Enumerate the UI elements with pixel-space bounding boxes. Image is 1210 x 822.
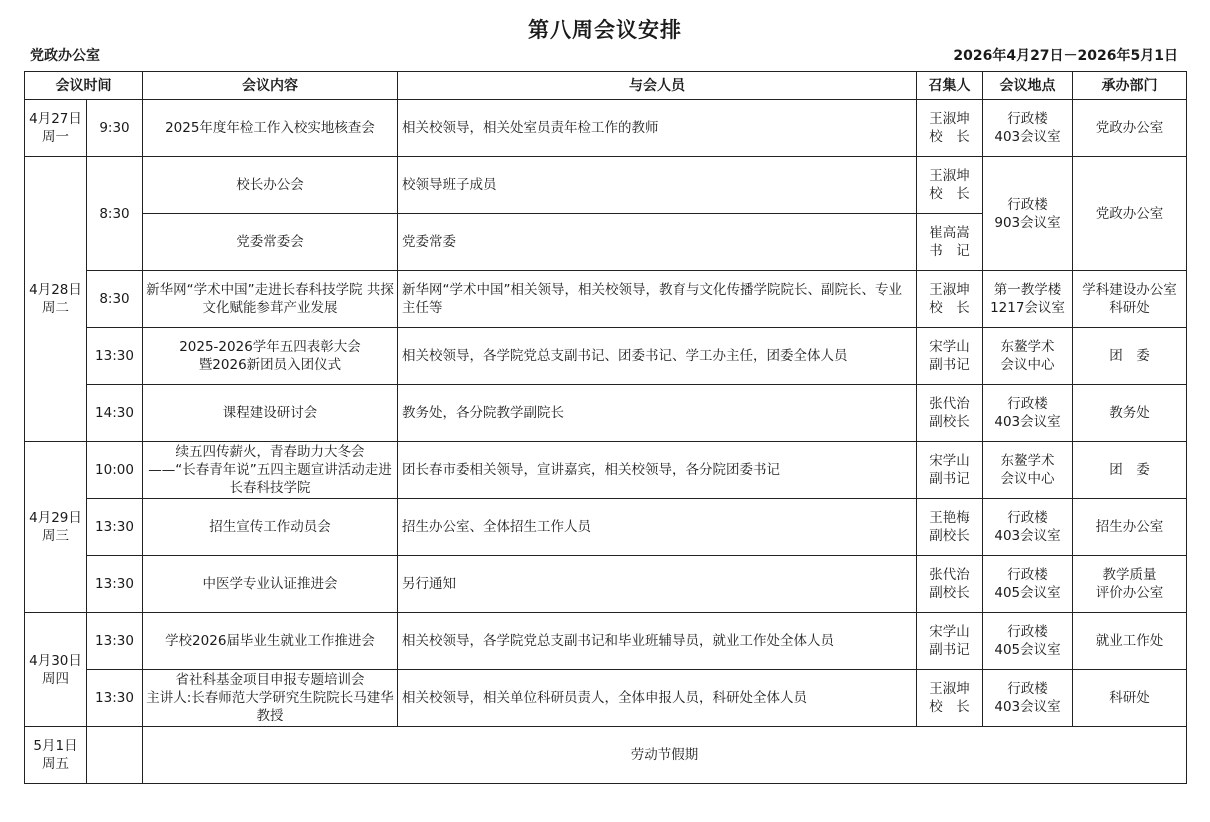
attendees-cell: 相关校领导，各学院党总支副书记和毕业班辅导员，就业工作处全体人员 (398, 613, 917, 670)
organizer-cell: 团 委 (1073, 442, 1187, 499)
location-cell: 行政楼 403会议室 (983, 385, 1073, 442)
content-cell: 校长办公会 (143, 157, 398, 214)
convener-cell: 王淑坤 校 长 (917, 157, 983, 214)
convener-cell: 王艳梅 副校长 (917, 499, 983, 556)
time-cell: 10:00 (87, 442, 143, 499)
table-row (25, 613, 1187, 670)
day-cell: 5月1日 周五 (25, 727, 87, 784)
attendees-cell: 新华网“学术中国”相关领导，相关校领导，教育与文化传播学院院长、副院长、专业主任等 (398, 271, 917, 328)
convener-cell: 宋学山 副书记 (917, 613, 983, 670)
content-cell: 中医学专业认证推进会 (143, 556, 398, 613)
location-cell: 行政楼 405会议室 (983, 613, 1073, 670)
convener-cell: 崔高嵩 书 记 (917, 214, 983, 271)
day-cell: 4月30日 周四 (25, 613, 87, 727)
content-cell: 省社科基金项目申报专题培训会 主讲人:长春师范大学研究生院院长马建华教授 (143, 670, 398, 727)
attendees-cell: 相关校领导，相关单位科研员责人，全体申报人员，科研处全体人员 (398, 670, 917, 727)
location-cell: 行政楼 403会议室 (983, 100, 1073, 157)
time-cell: 13:30 (87, 556, 143, 613)
convener-cell: 王淑坤 校 长 (917, 670, 983, 727)
table-row (25, 670, 1187, 727)
table-row (25, 157, 1187, 214)
header-location: 会议地点 (983, 72, 1073, 100)
header-time: 会议时间 (25, 72, 143, 100)
organizer-cell: 教务处 (1073, 385, 1187, 442)
day-cell: 4月28日 周二 (25, 157, 87, 442)
content-cell: 2025年度年检工作入校实地核查会 (143, 100, 398, 157)
content-cell: 课程建设研讨会 (143, 385, 398, 442)
organizer-cell: 党政办公室 (1073, 157, 1187, 271)
location-cell: 行政楼 403会议室 (983, 499, 1073, 556)
time-cell: 8:30 (87, 271, 143, 328)
time-cell: 9:30 (87, 100, 143, 157)
convener-cell: 王淑坤 校 长 (917, 100, 983, 157)
organizer-cell: 教学质量 评价办公室 (1073, 556, 1187, 613)
table-row (25, 385, 1187, 442)
time-cell (87, 727, 143, 784)
organizer-cell: 党政办公室 (1073, 100, 1187, 157)
header-attendees: 与会人员 (398, 72, 917, 100)
table-row (25, 556, 1187, 613)
content-cell: 党委常委会 (143, 214, 398, 271)
content-cell: 2025-2026学年五四表彰大会 暨2026新团员入团仪式 (143, 328, 398, 385)
organizer-cell: 学科建设办公室 科研处 (1073, 271, 1187, 328)
location-cell: 东鳌学术 会议中心 (983, 328, 1073, 385)
convener-cell: 宋学山 副书记 (917, 442, 983, 499)
date-range: 2026年4月27日－2026年5月1日 (953, 48, 1178, 64)
table-row (25, 100, 1187, 157)
organizer-cell: 团 委 (1073, 328, 1187, 385)
organizer-cell: 就业工作处 (1073, 613, 1187, 670)
attendees-cell: 相关校领导，各学院党总支副书记、团委书记、学工办主任，团委全体人员 (398, 328, 917, 385)
organizer-cell: 招生办公室 (1073, 499, 1187, 556)
holiday-cell: 劳动节假期 (143, 727, 1187, 784)
location-cell: 第一教学楼 1217会议室 (983, 271, 1073, 328)
convener-cell: 张代治 副校长 (917, 556, 983, 613)
header-convener: 召集人 (917, 72, 983, 100)
attendees-cell: 相关校领导，相关处室员责年检工作的教师 (398, 100, 917, 157)
convener-cell: 张代治 副校长 (917, 385, 983, 442)
header-organizer: 承办部门 (1073, 72, 1187, 100)
content-cell: 招生宣传工作动员会 (143, 499, 398, 556)
convener-cell: 王淑坤 校 长 (917, 271, 983, 328)
day-cell: 4月27日 周一 (25, 100, 87, 157)
attendees-cell: 另行通知 (398, 556, 917, 613)
content-cell: 新华网“学术中国”走进长春科技学院 共探文化赋能参茸产业发展 (143, 271, 398, 328)
attendees-cell: 团长春市委相关领导，宣讲嘉宾，相关校领导，各分院团委书记 (398, 442, 917, 499)
content-cell: 续五四传薪火，青春助力大冬会 ——“长春青年说”五四主题宣讲活动走进长春科技学院 (143, 442, 398, 499)
schedule-table (24, 71, 1187, 784)
time-cell: 13:30 (87, 670, 143, 727)
header-content: 会议内容 (143, 72, 398, 100)
time-cell: 13:30 (87, 613, 143, 670)
organizer-cell: 科研处 (1073, 670, 1187, 727)
table-row (25, 271, 1187, 328)
time-cell: 13:30 (87, 499, 143, 556)
office-label: 党政办公室 (30, 48, 100, 64)
table-row (25, 442, 1187, 499)
content-cell: 学校2026届毕业生就业工作推进会 (143, 613, 398, 670)
location-cell: 行政楼 405会议室 (983, 556, 1073, 613)
location-cell: 行政楼 903会议室 (983, 157, 1073, 271)
table-row (25, 727, 1187, 784)
convener-cell: 宋学山 副书记 (917, 328, 983, 385)
location-cell: 东鳌学术 会议中心 (983, 442, 1073, 499)
table-row (25, 328, 1187, 385)
attendees-cell: 教务处，各分院教学副院长 (398, 385, 917, 442)
attendees-cell: 党委常委 (398, 214, 917, 271)
time-cell: 8:30 (87, 157, 143, 271)
page-title: 第八周会议安排 (528, 18, 682, 42)
time-cell: 13:30 (87, 328, 143, 385)
time-cell: 14:30 (87, 385, 143, 442)
table-row (25, 499, 1187, 556)
day-cell: 4月29日 周三 (25, 442, 87, 613)
attendees-cell: 招生办公室、全体招生工作人员 (398, 499, 917, 556)
header-row (25, 72, 1187, 100)
location-cell: 行政楼 403会议室 (983, 670, 1073, 727)
attendees-cell: 校领导班子成员 (398, 157, 917, 214)
